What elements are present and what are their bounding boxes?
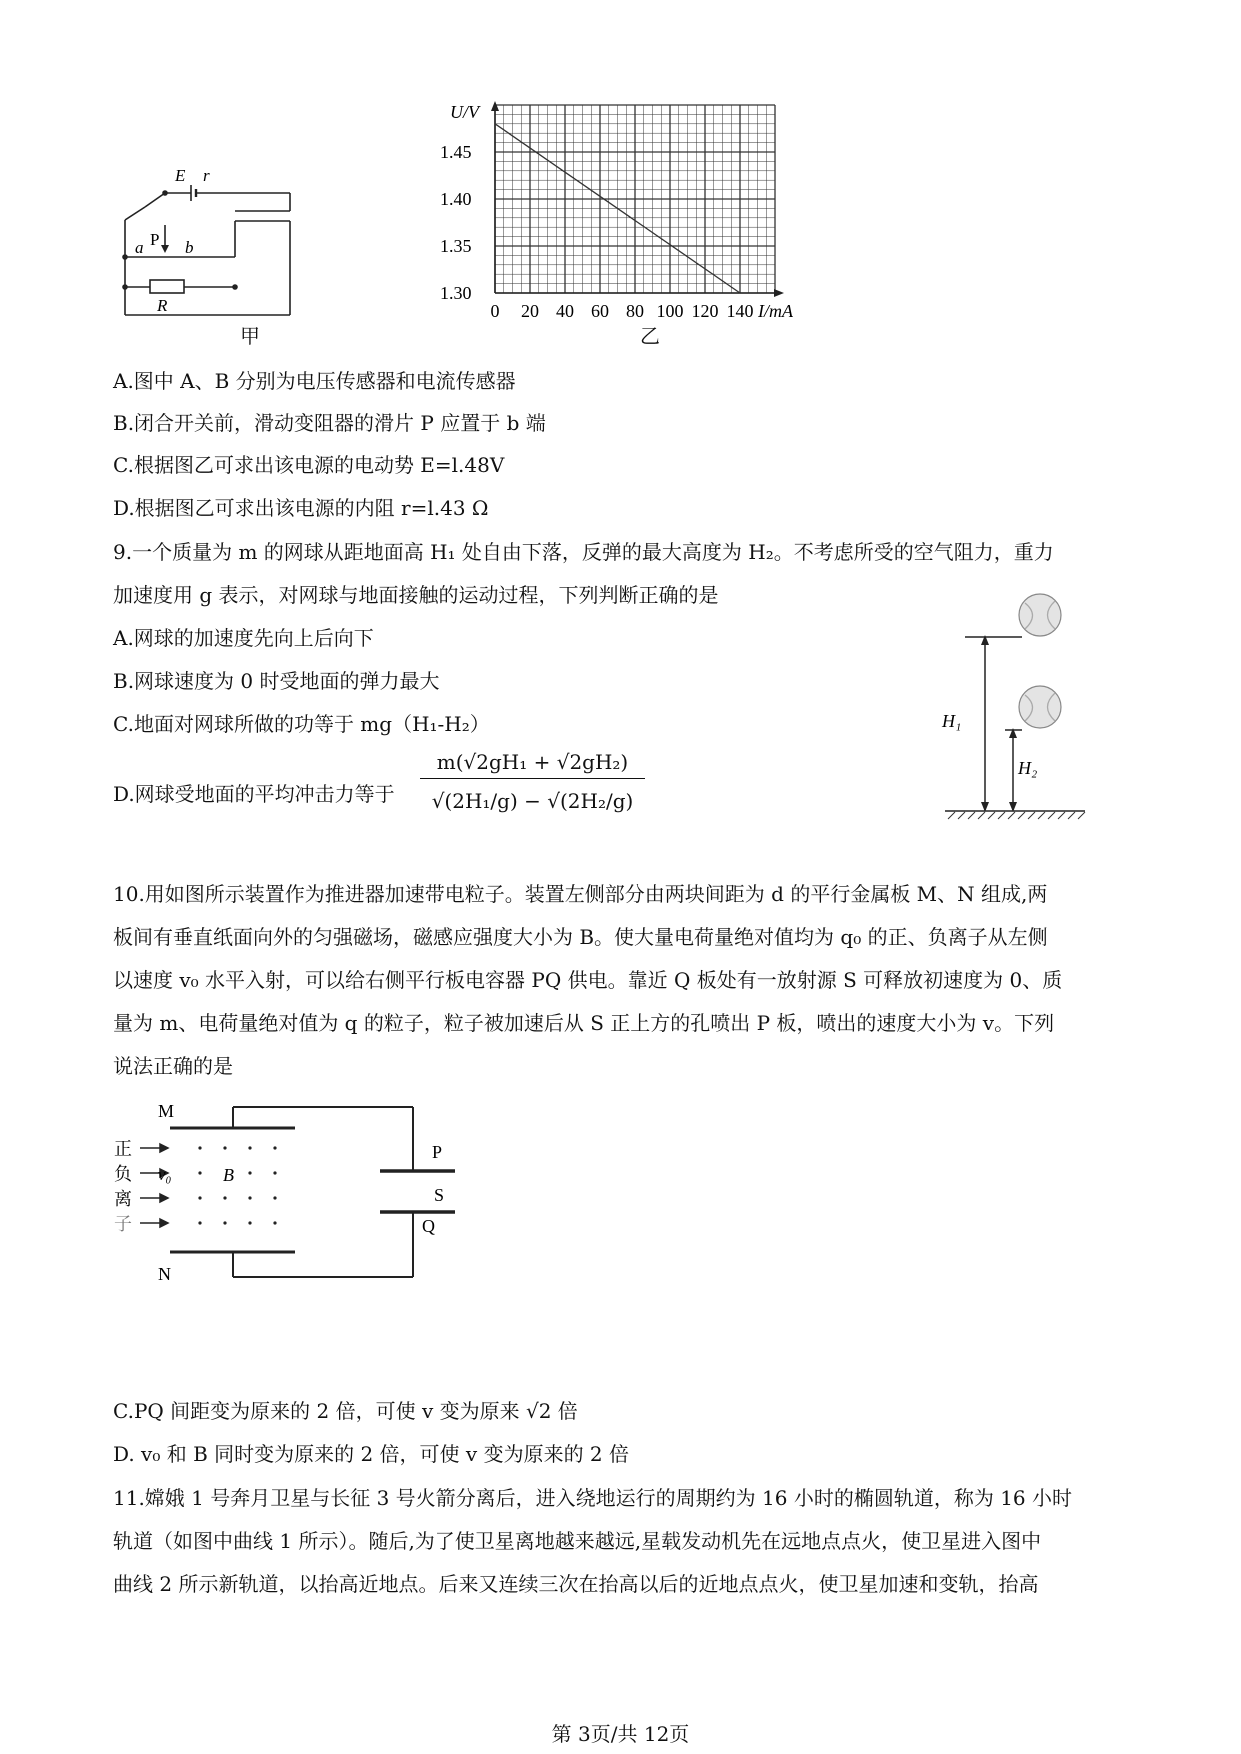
ui-graph-figure-yi: [440, 95, 860, 325]
q8-option-a: A.图中 A、B 分别为电压传感器和电流传感器: [113, 369, 516, 393]
label-side-3: 离: [114, 1189, 132, 1209]
label-S: S: [434, 1185, 445, 1205]
q10-line-3: 以速度 v₀ 水平入射，可以给右侧平行板电容器 PQ 供电。靠近 Q 板处有一放射源 S 可释放初速度为 0、质: [113, 968, 1063, 992]
q10-line-5: 说法正确的是: [113, 1054, 233, 1078]
q9-option-b: B.网球速度为 0 时受地面的弹力最大: [113, 669, 440, 693]
y-tick-label: 1.35: [440, 236, 472, 256]
x-tick-label: 60: [591, 301, 609, 321]
y-tick-label: 1.30: [440, 283, 472, 303]
y-tick-label: 1.40: [440, 189, 472, 209]
x-tick-label: 100: [656, 301, 684, 321]
q9-stem-1: 9.一个质量为 m 的网球从距地面高 H₁ 处自由下落，反弹的最大高度为 H₂。不考虑所受的空气阻力，重力: [113, 540, 1054, 564]
label-E: E: [175, 166, 186, 185]
label-P: P: [432, 1142, 443, 1162]
q9-option-d-prefix: D.网球受地面的平均冲击力等于: [113, 782, 395, 806]
label-side-1: 正: [114, 1139, 132, 1159]
circuit-figure-jia: [105, 165, 345, 335]
q11-line-3: 曲线 2 所示新轨道，以抬高近地点。后来又连续三次在抬高以后的近地点点火，使卫星加速和变轨，抬高: [113, 1572, 1039, 1596]
label-R: R: [157, 296, 168, 315]
q10-option-c: C.PQ 间距变为原来的 2 倍，可使 v 变为原来 √2 倍: [113, 1399, 578, 1423]
label-Q: Q: [422, 1216, 435, 1236]
q11-line-2: 轨道（如图中曲线 1 所示）。随后,为了使卫星离地越来越远,星载发动机先在远地点点火，使卫星进入图中: [113, 1529, 1042, 1553]
x-tick-label: 40: [556, 301, 574, 321]
page-footer: 第 3页/共 12页: [551, 1722, 690, 1746]
label-side-4: 子: [114, 1214, 132, 1234]
q11-line-1: 11.嫦娥 1 号奔月卫星与长征 3 号火箭分离后，进入绕地运行的周期约为 16 小时的椭圆轨道，称为 16 小时: [113, 1486, 1073, 1510]
label-B: B: [223, 1165, 234, 1185]
tennis-ball-top: [1019, 594, 1061, 636]
q8-option-b: B.闭合开关前，滑动变阻器的滑片 P 应置于 b 端: [113, 411, 546, 435]
q10-line-1: 10.用如图所示装置作为推进器加速带电粒子。装置左侧部分由两块间距为 d 的平行金属板 M、N 组成,两: [113, 882, 1048, 906]
x-tick-label: 0: [490, 301, 500, 321]
label-v0: v₀: [158, 1165, 172, 1184]
q9-stem-2: 加速度用 g 表示，对网球与地面接触的运动过程，下列判断正确的是: [113, 583, 719, 607]
tennis-ball-bottom: [1019, 686, 1061, 728]
x-tick-label: 80: [626, 301, 644, 321]
label-a: a: [135, 238, 144, 257]
q9-option-c: C.地面对网球所做的功等于 mg（H₁-H₂）: [113, 712, 490, 736]
figure-yi-caption: 乙: [640, 324, 660, 348]
q10-line-2: 板间有垂直纸面向外的匀强磁场，磁感应强度大小为 B。使大量电荷量绝对值均为 q₀ 的正、负离子从左侧: [113, 925, 1048, 949]
y-axis-label: U/V: [450, 102, 479, 122]
label-M: M: [158, 1101, 175, 1121]
x-tick-label: 20: [521, 301, 539, 321]
x-tick-label: 140: [726, 301, 754, 321]
label-P: P: [150, 230, 160, 249]
y-tick-label: 1.45: [440, 142, 472, 162]
x-tick-label: 120: [691, 301, 719, 321]
thruster-figure: [110, 1095, 470, 1295]
label-N: N: [158, 1264, 171, 1284]
q9-fraction-denominator: √(2H₁/g) − √(2H₂/g): [431, 789, 634, 813]
label-H1: H₁: [942, 711, 962, 731]
q9-option-a: A.网球的加速度先向上后向下: [113, 626, 374, 650]
q8-option-c: C.根据图乙可求出该电源的电动势 E=l.48V: [113, 453, 505, 477]
label-b: b: [185, 238, 194, 257]
q9-option-d-fraction: [420, 750, 645, 813]
x-axis-label: I/mA: [758, 301, 793, 321]
label-r: r: [203, 166, 210, 185]
q10-line-4: 量为 m、电荷量绝对值为 q 的粒子，粒子被加速后从 S 正上方的孔喷出 P 板，喷出的速度大小为 v。下列: [113, 1011, 1055, 1035]
q8-option-d: D.根据图乙可求出该电源的内阻 r=l.43 Ω: [113, 496, 489, 520]
q10-option-d: D. v₀ 和 B 同时变为原来的 2 倍，可使 v 变为原来的 2 倍: [113, 1442, 630, 1466]
label-H2: H₂: [1018, 758, 1038, 778]
label-side-2: 负: [114, 1164, 132, 1184]
q9-fraction-numerator: m(√2gH₁ + √2gH₂): [420, 750, 645, 779]
tennis-ball-figure: [930, 585, 1100, 825]
figure-jia-caption: 甲: [240, 324, 260, 348]
